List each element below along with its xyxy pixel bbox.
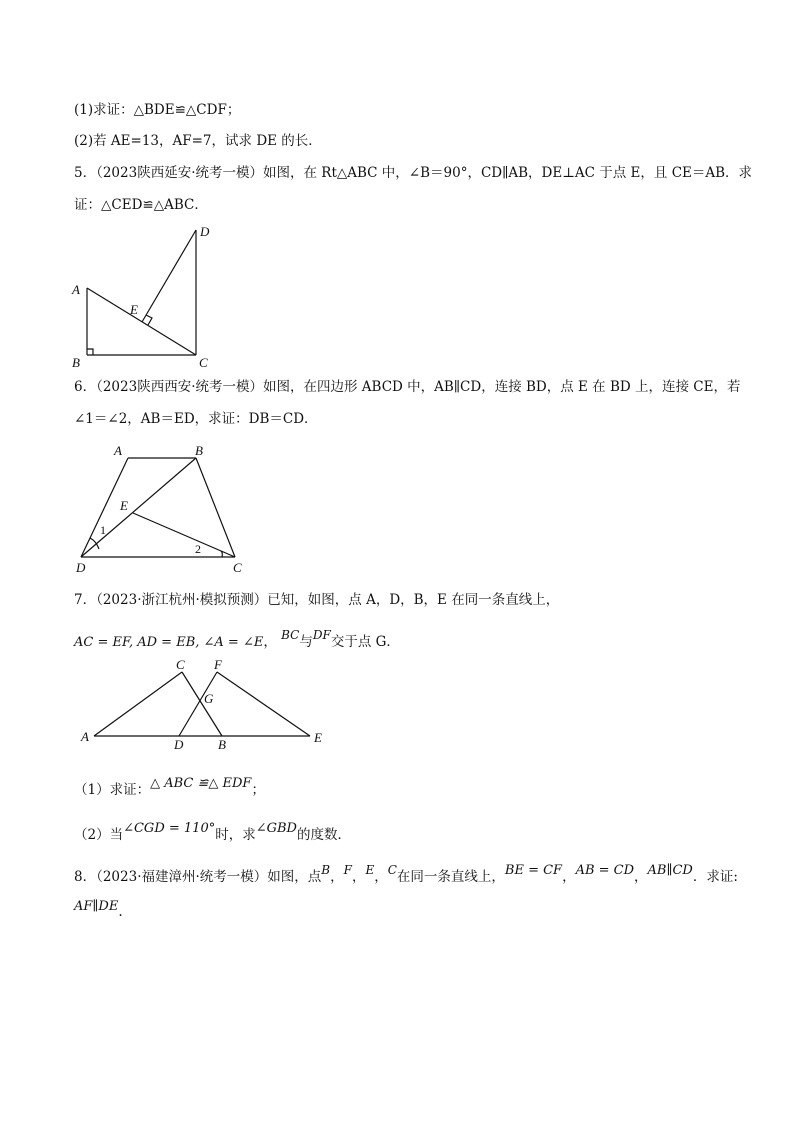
q6-label-A: A [114,443,122,458]
q8-text-line1: 8．（2023·福建漳州·统考一模）如图，点B，F，E，C在同一条直线上，BE = CF，AB = CD，AB∥CD．求证: [74,863,738,885]
q7-segment-CB [182,672,222,736]
q7-part2-angle: ∠CGD = 110° [123,821,216,836]
q6-label-E: E [120,498,128,513]
q7-text-line2: AC = EF, AD = EB, ∠A = ∠E， BC与DF交于点 G． [74,628,400,650]
q7-part1: （1）求证：△ ABC ≌△ EDF； [74,776,265,798]
q7-label-A: A [81,729,89,744]
q6-label-angle2: 2 [195,542,201,556]
q7-segment-bc-text: BC [281,628,300,642]
q5-label-C: C [199,355,208,370]
q7-label-E: E [314,730,322,745]
q7-part2: （2）当∠CGD = 110°时，求∠GBD的度数． [74,821,351,843]
q7-segment-FE [217,672,310,736]
q7-label-F: F [214,657,222,672]
q8-text-line2: AF∥DE. [74,899,123,920]
q7-label-B: B [218,737,226,752]
q5-label-A: A [72,282,80,297]
q7-segment-df-text: DF [312,628,331,642]
q7-part1-formula: △ ABC ≌△ EDF [150,776,252,791]
q5-label-E: E [130,302,138,317]
q6-text-line1: 6．（2023陕西西安·统考一模）如图，在四边形 ABCD 中，AB∥CD，连接 BD，点 E 在 BD 上，连接 CE，若 [74,379,741,395]
q7-label-G: G [204,691,214,706]
q5-text-line2: 证：△CED≌△ABC． [74,197,208,213]
q4-part1: (1)求证：△BDE≌△CDF； [74,102,241,118]
q7-segment-AC [94,672,182,736]
q6-label-C: C [233,560,242,575]
q4-part2: (2)若 AE=13，AF=7，试求 DE 的长． [74,133,322,149]
q6-label-B: B [195,443,203,458]
q5-text-line1: 5．（2023陕西延安·统考一模）如图，在 Rt△ABC 中，∠B＝90°，CD∥AB，DE⊥AC 于点 E，且 CE＝AB．求 [74,165,753,181]
q7-label-D: D [174,737,184,752]
q5-label-B: B [72,355,80,370]
q6-label-angle1: 1 [100,523,106,537]
q7-text-line1: 7．（2023·浙江杭州·模拟预测）已知，如图，点 A，D，B，E 在同一条直线上， [74,592,560,608]
q6-text-line2: ∠1＝∠2，AB＝ED，求证：DB＝CD． [74,411,318,427]
q5-label-D: D [200,224,210,239]
q7-label-C: C [176,657,185,672]
q7-part2-target: ∠GBD [255,821,297,836]
q6-label-D: D [76,560,86,575]
q7-condition-formula: AC = EF, AD = EB, ∠A = ∠E [74,635,264,650]
q8-conclusion: AF∥DE [74,899,119,914]
